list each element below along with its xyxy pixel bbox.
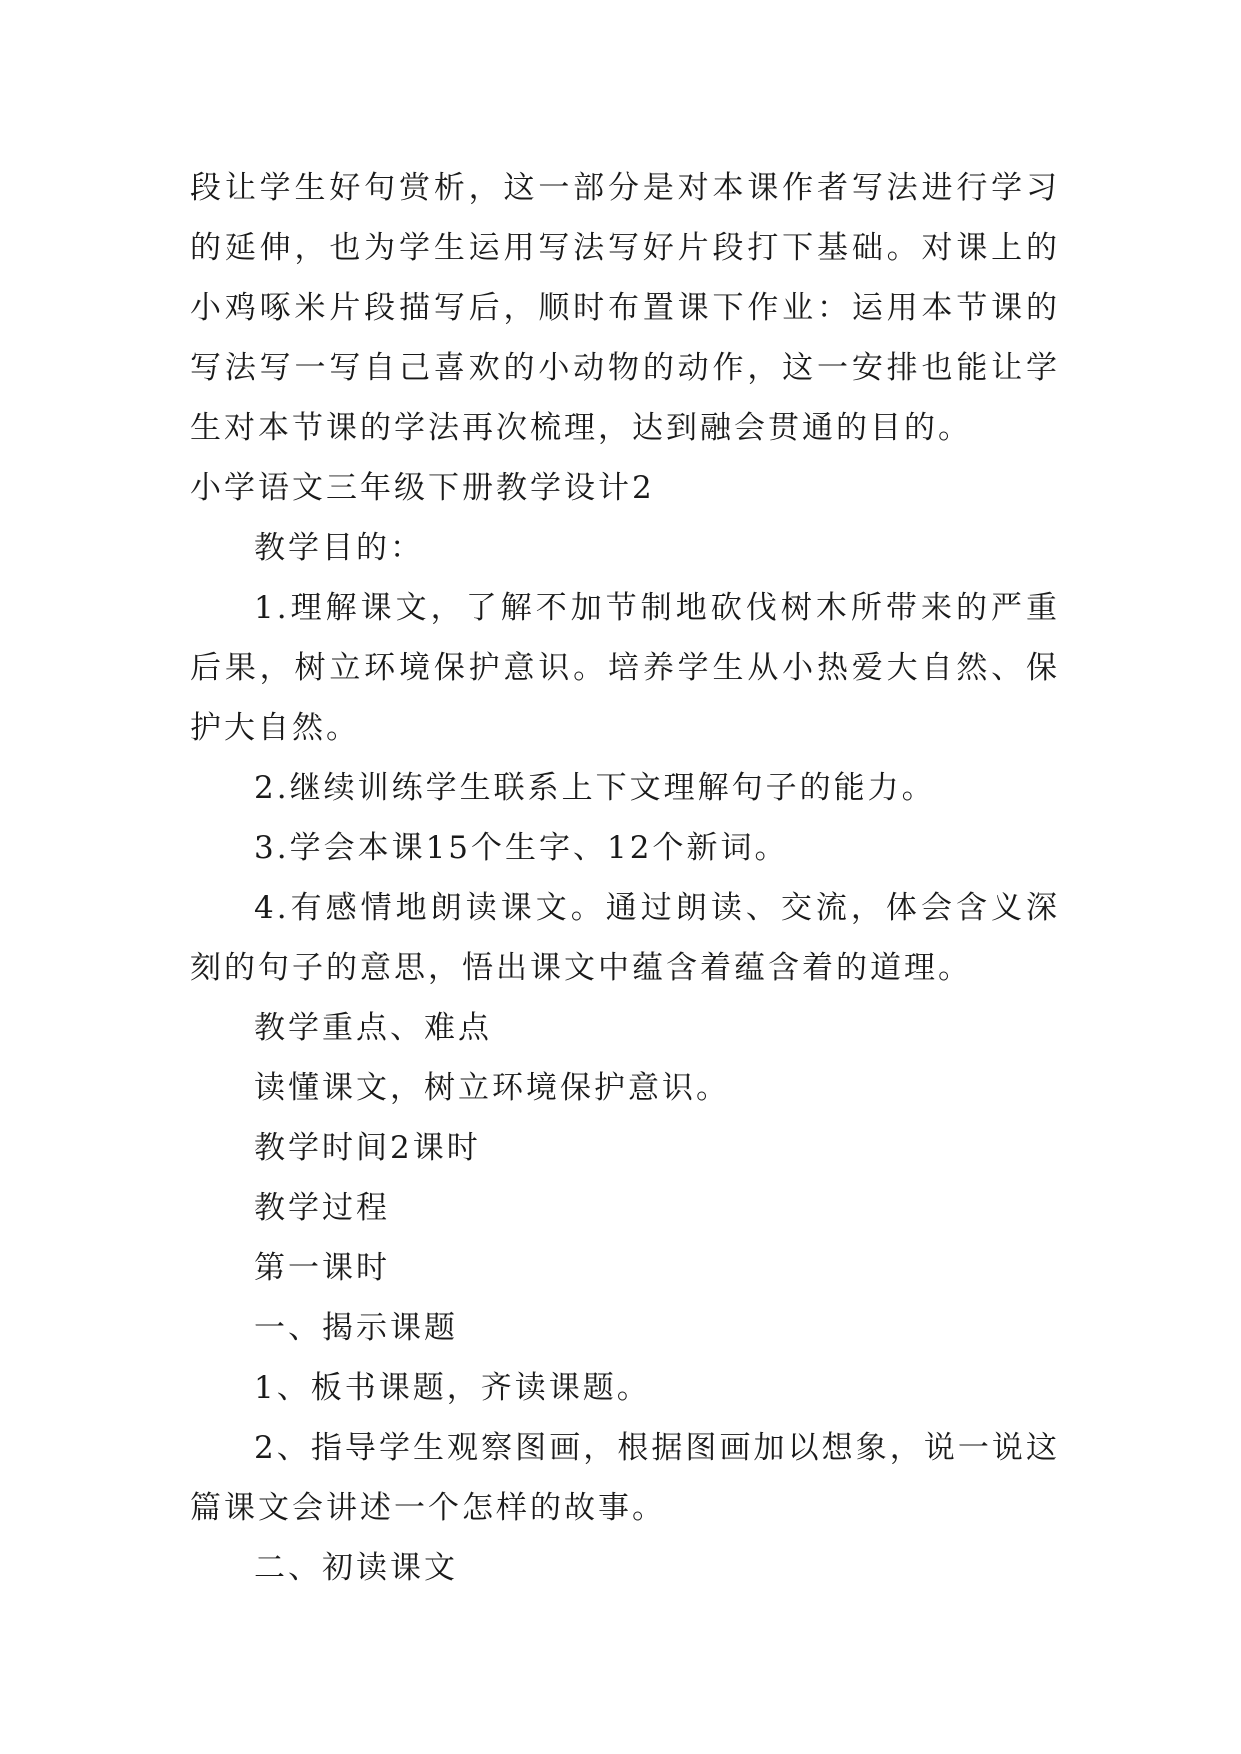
step-one-heading: 一、揭示课题 (254, 1310, 458, 1346)
goal-item-1: 1.理解课文，了解不加节制地砍伐树木所带来的严重后果，树立环境保护意识。培养学生从小热爱大自然、保护大自然。 (190, 590, 1060, 746)
step-one-item-2: 2、指导学生观察图画，根据图画加以想象，说一说这篇课文会讲述一个怎样的故事。 (190, 1430, 1060, 1526)
step-two-heading: 二、初读课文 (254, 1550, 458, 1586)
key-points-heading: 教学重点、难点 (254, 1010, 492, 1046)
teaching-goals-heading: 教学目的： (254, 530, 424, 566)
goal-item-4: 4.有感情地朗读课文。通过朗读、交流，体会含义深刻的句子的意思，悟出课文中蕴含着蕴含着的道理。 (190, 890, 1060, 986)
lesson-one-heading: 第一课时 (254, 1250, 390, 1286)
teaching-process-heading: 教学过程 (254, 1190, 390, 1226)
section-title: 小学语文三年级下册教学设计2 (190, 470, 655, 506)
step-one-item-1: 1、板书课题，齐读课题。 (254, 1370, 651, 1406)
key-points-text: 读懂课文，树立环境保护意识。 (254, 1070, 730, 1106)
teaching-time: 教学时间2课时 (254, 1130, 481, 1166)
goal-item-3: 3.学会本课15个生字、12个新词。 (254, 830, 789, 866)
paragraph-continuation: 段让学生好句赏析，这一部分是对本课作者写法进行学习的延伸，也为学生运用写法写好片段打下基础。对课上的小鸡啄米片段描写后，顺时布置课下作业：运用本节课的写法写一写自己喜欢的小动物的动作，这一安排也能让学生对本节课的学法再次梳理，达到融会贯通的目的。 (190, 170, 1060, 446)
goal-item-2: 2.继续训练学生联系上下文理解句子的能力。 (254, 770, 936, 806)
document-body (190, 158, 1060, 1598)
